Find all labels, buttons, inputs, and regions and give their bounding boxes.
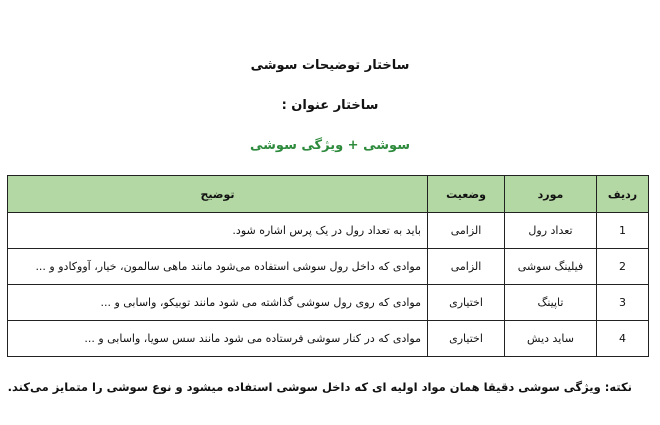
cell-row-number: 1	[597, 213, 649, 249]
cell-description: موادی که روی رول سوشی گذاشته می شود مانند توبیکو، واسابی و ...	[8, 285, 428, 321]
title-formula: سوشی + ویژگی سوشی	[250, 138, 410, 153]
cell-status: الزامی	[428, 249, 505, 285]
table-row	[8, 213, 649, 249]
table-header-row	[8, 176, 649, 213]
cell-item: تاپینگ	[505, 285, 597, 321]
header-description: توضیح	[8, 176, 428, 213]
title-structure-label: ساختار عنوان :	[281, 98, 379, 113]
table-row	[8, 249, 649, 285]
table-row	[8, 321, 649, 357]
header-item: مورد	[505, 176, 597, 213]
cell-item: ساید دیش	[505, 321, 597, 357]
cell-row-number: 3	[597, 285, 649, 321]
header-status: وضعیت	[428, 176, 505, 213]
structure-table	[7, 175, 649, 357]
cell-description: باید به تعداد رول در یک پرس اشاره شود.	[8, 213, 428, 249]
cell-status: الزامی	[428, 213, 505, 249]
cell-description: موادی که در کنار سوشی فرستاده می شود مانند سس سویا، واسابی و ...	[8, 321, 428, 357]
note-text: نکته: ویژگی سوشی دقیقا همان مواد اولیه ای که داخل سوشی استفاده میشود و نوع سوشی را متمایز می‌کند.	[7, 380, 632, 394]
cell-status: اختیاری	[428, 285, 505, 321]
cell-row-number: 4	[597, 321, 649, 357]
table-row	[8, 285, 649, 321]
page-title: ساختار توضیحات سوشی	[250, 58, 410, 73]
cell-row-number: 2	[597, 249, 649, 285]
cell-status: اختیاری	[428, 321, 505, 357]
cell-item: تعداد رول	[505, 213, 597, 249]
header-row-number: ردیف	[597, 176, 649, 213]
cell-item: فیلینگ سوشی	[505, 249, 597, 285]
cell-description: موادی که داخل رول سوشی استفاده می‌شود مانند ماهی سالمون، خیار، آووکادو و ...	[8, 249, 428, 285]
